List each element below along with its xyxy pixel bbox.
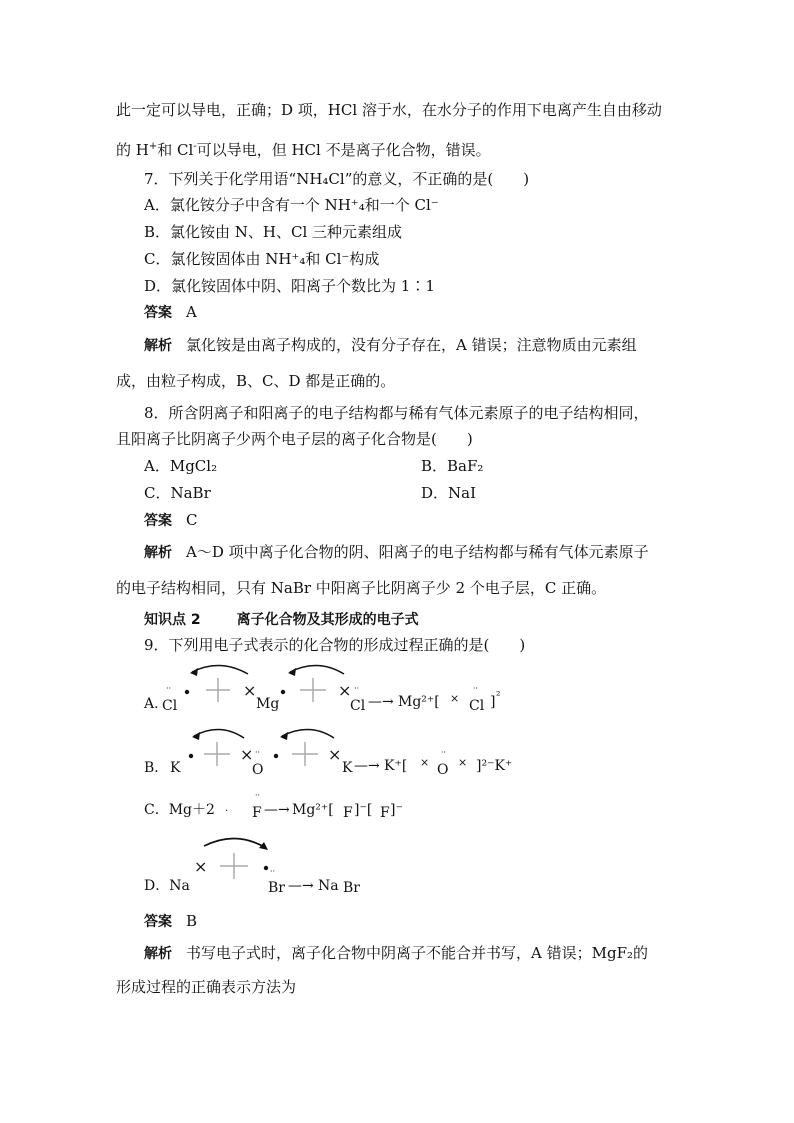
q9-c-end: ]⁻ (390, 802, 403, 818)
svg-text:··: ·· (473, 684, 479, 693)
q7-answer: 答案 A (144, 303, 197, 321)
q9-b-k2: K (342, 760, 353, 776)
q9-a-close: ] (490, 694, 496, 710)
q8-analysis-2: 的电子结构相同，只有 NaBr 中阳离子比阴离子少 2 个电子层，C 正确。 (116, 579, 607, 597)
q9-a-mg: Mg (256, 696, 280, 712)
q9-option-d-diagram (140, 832, 400, 896)
q8-option-b: B．BaF₂ (421, 457, 484, 475)
q9-a-x2: × (338, 681, 352, 700)
q9-analysis-1: 解析 书写电子式时，离子化合物中阴离子不能合并书写，A 错误；MgF₂的 (144, 944, 648, 962)
svg-text:··: ·· (255, 791, 261, 800)
q9-b-o1: O (252, 762, 264, 778)
q9-a-cl3: Cl (469, 698, 485, 714)
q9-d-label: D．Na (144, 878, 190, 894)
q9-b-x3: × (420, 756, 430, 769)
q9-d-arrow: —→ (288, 878, 314, 894)
q9-a-product: Mg²⁺[ (398, 694, 440, 710)
q9-b-x2: × (328, 745, 342, 764)
q9-c-f3: F (380, 805, 390, 821)
q9-c-arrow: —→ (264, 802, 290, 818)
q9-c-product: Mg²⁺[ (292, 802, 334, 818)
analysis-label: 解析 (144, 338, 172, 354)
q9-c-label: C．Mg＋2 (144, 802, 215, 818)
q9-option-c-diagram (140, 790, 460, 824)
q9-analysis-2: 形成过程的正确表示方法为 (116, 978, 297, 996)
q7-stem: 7．下列关于化学用语“NH₄Cl”的意义，不正确的是( ) (144, 170, 530, 188)
q9-stem: 9．下列用电子式表示的化合物的形成过程正确的是( ) (144, 636, 526, 654)
answer-label: 答案 (144, 305, 172, 321)
q9-option-a-diagram (140, 658, 520, 716)
q8-stem-2: 且阳离子比阴离子少两个电子层的离子化合物是( ) (116, 430, 473, 448)
answer-label: 答案 (144, 914, 172, 930)
q9-c-mid: ]⁻[ (354, 802, 373, 818)
q8-option-a: A．MgCl₂ (144, 457, 218, 475)
intro-line-2: 的 H+和 Cl-可以导电，但 HCl 不是离子化合物，错误。 (116, 141, 491, 159)
svg-text:··: ·· (270, 867, 276, 876)
q9-b-k1: K (170, 760, 181, 776)
q7-option-d: D．氯化铵固体中阴、阳离子个数比为 1∶1 (144, 277, 435, 295)
q9-b-arrow: —→ (354, 758, 380, 774)
analysis-label: 解析 (144, 946, 172, 962)
q9-a-x3: × (450, 692, 460, 705)
answer-label: 答案 (144, 513, 172, 529)
svg-text:··: ·· (166, 684, 172, 693)
q9-a-label: A. (144, 696, 159, 712)
q7-option-b: B．氯化铵由 N、H、Cl 三种元素组成 (144, 223, 403, 241)
analysis-label: 解析 (144, 545, 172, 561)
q9-a-cl1: Cl (162, 698, 178, 714)
q9-c-f1: F (252, 805, 262, 821)
q9-d-br2: Br (343, 880, 360, 896)
q9-d-br1: Br (268, 880, 285, 896)
q9-a-charge: ² (496, 689, 501, 702)
q9-answer: 答案 B (144, 912, 198, 930)
q9-b-x4: × (458, 756, 468, 769)
q9-b-product-pre: K⁺[ (384, 758, 408, 774)
q7-analysis-1: 解析 氯化铵是由离子构成的，没有分子存在，A 错误；注意物质由元素组 (144, 336, 637, 354)
q9-d-x: × (194, 857, 208, 876)
q7-analysis-2: 成，由粒子构成，B、C、D 都是正确的。 (116, 372, 396, 390)
q9-a-cl2: Cl (350, 698, 366, 714)
q9-b-label: B． (144, 760, 169, 776)
q8-answer: 答案 C (144, 511, 198, 529)
svg-text:··: ·· (441, 748, 447, 757)
q9-b-o2: O (437, 762, 449, 778)
q9-d-na: Na (318, 878, 339, 894)
svg-text:··: ·· (255, 748, 261, 757)
q9-b-product-post: ]²⁻K⁺ (476, 758, 513, 774)
q7-option-a: A．氯化铵分子中含有一个 NH⁺₄和一个 Cl⁻ (144, 196, 439, 214)
q9-c-f2: F (343, 805, 353, 821)
q9-a-arrow: —→ (368, 694, 394, 710)
section-label: 知识点 2 (144, 612, 201, 628)
q9-a-x1: × (243, 681, 257, 700)
section-heading (144, 609, 419, 630)
q7-option-c: C．氯化铵固体由 NH⁺₄和 Cl⁻构成 (144, 250, 380, 268)
q8-stem-1: 8．所含阴离子和阳离子的电子结构都与稀有气体元素原子的电子结构相同， (144, 404, 649, 422)
q8-option-d: D．NaI (421, 484, 477, 502)
intro-line-1: 此一定可以导电，正确；D 项，HCl 溶于水，在水分子的作用下电离产生自由移动 (116, 101, 662, 119)
q9-option-b-diagram (140, 722, 540, 780)
q8-analysis-1: 解析 A～D 项中离子化合物的阴、阳离子的电子结构都与稀有气体元素原子 (144, 543, 649, 561)
svg-text:··: ·· (354, 684, 360, 693)
section-title: 离子化合物及其形成的电子式 (236, 612, 419, 628)
q9-b-x1: × (240, 745, 254, 764)
q8-option-c: C．NaBr (144, 484, 211, 502)
svg-text:·: · (225, 806, 229, 817)
